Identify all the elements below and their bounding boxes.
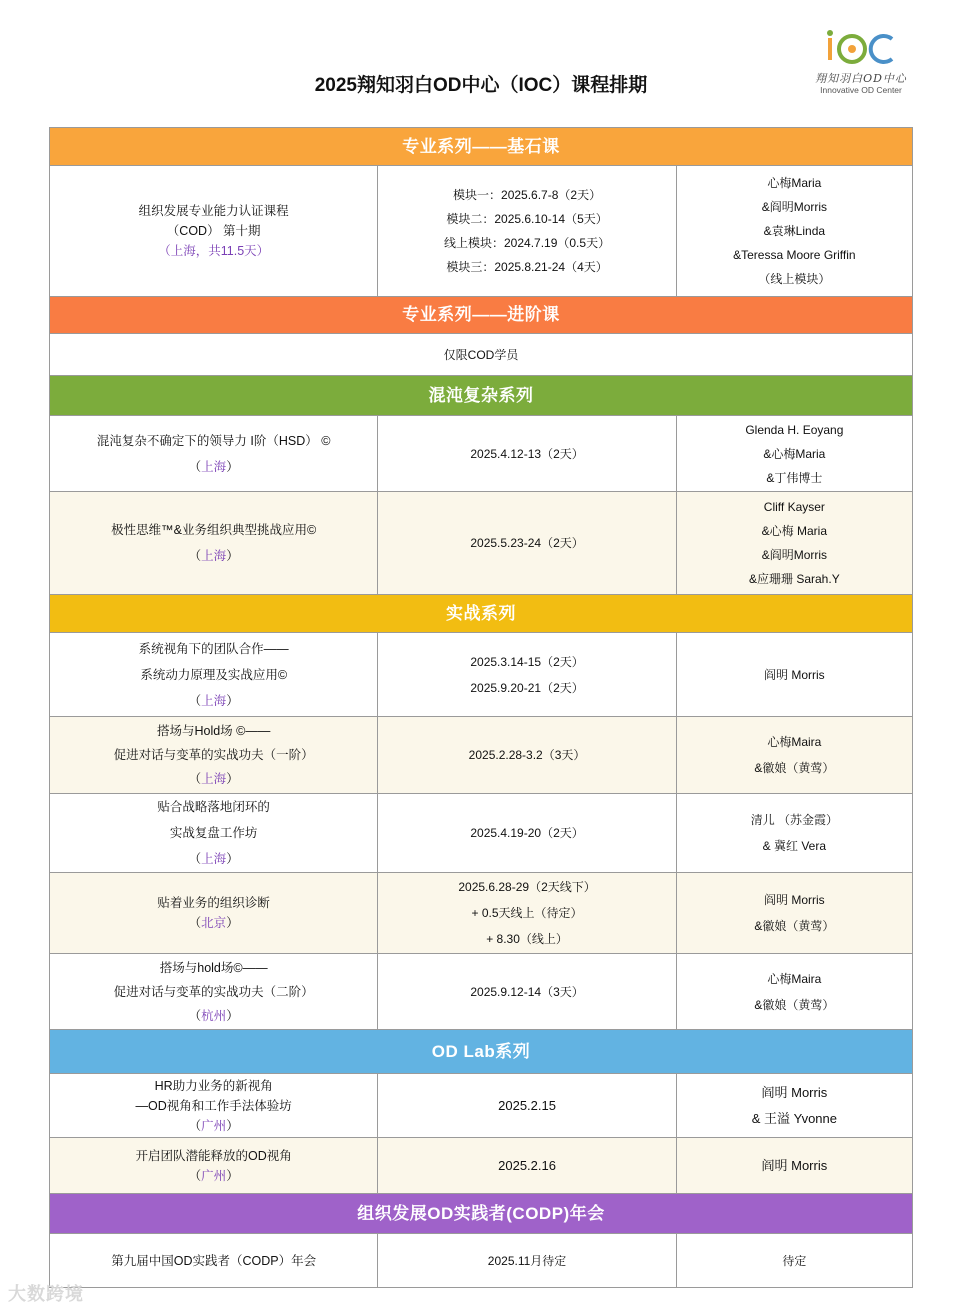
course-teacher-cell [676, 1074, 912, 1138]
course-date-cell [378, 633, 676, 717]
course-name: 极性思维™&业务组织典型挑战应用 [111, 523, 307, 537]
section-header-od-lab: OD Lab系列 [50, 1030, 913, 1074]
course-name: 系统视角下的团队合作—— [138, 641, 289, 656]
course-date: 2025.9.20-21（2天） [470, 680, 584, 695]
course-date: 2025.4.12-13（2天） [378, 416, 676, 492]
course-name: 搭场与Hold场 [156, 724, 233, 738]
table-row [50, 416, 913, 492]
section-header-codp: 组织发展OD实践者(CODP)年会 [50, 1194, 913, 1234]
watermark: 大数跨境 [8, 1284, 84, 1304]
course-location-line: （杭州） [188, 1008, 239, 1023]
table-row [50, 492, 913, 595]
table-row [50, 166, 913, 297]
course-teacher: 清儿 （苏金霞） [750, 813, 839, 827]
course-location-line: （上海） [188, 693, 239, 708]
course-name-cell [50, 166, 378, 297]
course-location-line: （上海） [188, 772, 239, 786]
course-date: 2025.2.15 [378, 1074, 676, 1138]
course-name-line [54, 428, 373, 454]
course-date: 2025.5.23-24（2天） [378, 492, 676, 595]
course-date: + 0.5天线上（待定） [471, 906, 583, 920]
course-name-line2: —OD视角和工作手法体验坊 [135, 1098, 292, 1113]
course-date: + 8.30（线上） [486, 932, 568, 946]
table-row [50, 1138, 913, 1194]
page-title: 2025翔知羽白OD中心（IOC）课程排期 [314, 75, 648, 96]
ioc-logo [806, 28, 916, 100]
course-name-cell [50, 954, 378, 1030]
course-location: 杭州 [201, 1008, 227, 1023]
table-row [50, 873, 913, 954]
course-teacher: 阎明 Morris [764, 893, 825, 907]
course-location: 广州 [201, 1118, 227, 1133]
course-location-line: （广州） [188, 1118, 239, 1133]
course-schedule-table [49, 127, 913, 1288]
course-location: 上海 [201, 459, 227, 474]
table-row [50, 954, 913, 1030]
course-date: 模块三：2025.8.21-24（4天） [446, 260, 608, 274]
course-name-cell [50, 1138, 378, 1194]
course-location-line: （上海） [188, 549, 239, 563]
course-name-line2: 实战复盘工作坊 [169, 826, 258, 840]
course-teacher: & 冀红 Vera [762, 839, 827, 853]
table-row [50, 1074, 913, 1138]
course-name: HR助力业务的新视角 [154, 1078, 273, 1093]
course-name-line [54, 517, 373, 543]
course-teacher: & 王溢 Yvonne [751, 1110, 837, 1126]
course-name: 组织发展专业能力认证课程 [138, 204, 289, 218]
course-name-cell [50, 492, 378, 595]
course-teacher: &徽娘（黄莺） [754, 919, 835, 933]
course-teacher-cell [676, 794, 912, 873]
copyright-icon: © [233, 960, 243, 975]
course-date: 2025.6.28-29（2天线下） [458, 880, 596, 894]
course-name: 第九届中国OD实践者（CODP）年会 [50, 1234, 378, 1288]
course-date: 2025.2.28-3.2（3天） [378, 717, 676, 794]
course-name-cell [50, 416, 378, 492]
course-name-line: 搭场与hold场©—— [159, 960, 268, 975]
section-header-advanced: 专业系列——进阶课 [50, 297, 913, 334]
course-name-cell [50, 717, 378, 794]
copyright-icon: © [277, 667, 288, 682]
course-location-line: （北京） [188, 916, 239, 930]
copyright-icon: © [321, 433, 331, 448]
course-teacher-cell [676, 954, 912, 1030]
course-teacher: &心梅Maria [763, 446, 826, 461]
section-header-foundation: 专业系列——基石课 [50, 128, 913, 166]
course-location: 上海 [201, 852, 227, 866]
course-teacher: &应珊珊 Sarah.Y [749, 572, 840, 586]
section-header-complexity: 混沌复杂系列 [50, 376, 913, 416]
course-teacher-cell [676, 492, 912, 595]
course-teacher-note: （线上模块） [758, 272, 831, 286]
course-teacher: 心梅Maria [767, 176, 822, 190]
course-name-line: 搭场与Hold场 ©—— [156, 724, 271, 738]
course-teacher: &丁伟博士 [766, 470, 823, 485]
course-name-cell [50, 1074, 378, 1138]
course-teacher: &心梅 Maria [761, 524, 828, 538]
course-teacher: &阎明Morris [761, 548, 828, 562]
table-row [50, 633, 913, 717]
logo-name-en: Innovative OD Center [820, 85, 902, 95]
course-teacher: &Teressa Moore Griffin [733, 248, 856, 262]
course-date: 模块二：2025.6.10-14（5天） [446, 212, 608, 226]
course-date-cell [378, 873, 676, 954]
course-location: 上海 [201, 772, 227, 786]
course-teacher: 心梅Maira [767, 971, 822, 986]
course-location-line: （上海） [188, 459, 239, 474]
course-teacher-cell [676, 717, 912, 794]
course-date: 2025.9.12-14（3天） [378, 954, 676, 1030]
course-date: 2025.11月待定 [378, 1234, 676, 1288]
course-name: 搭场与hold场 [159, 960, 234, 975]
course-location: 上海 [170, 244, 196, 258]
course-teacher-cell [676, 416, 912, 492]
course-name-line2: 促进对话与变革的实战功夫（一阶） [113, 748, 314, 762]
course-teacher: Glenda H. Eoyang [745, 422, 844, 437]
course-teacher: 阎明 Morris [761, 1084, 828, 1100]
course-teacher: Cliff Kayser [763, 500, 825, 514]
course-date: 模块一：2025.6.7-8（2天） [453, 188, 602, 202]
course-teacher: 阎明 Morris [676, 633, 912, 717]
ioc-logo-icon [806, 28, 916, 72]
course-date-cell [378, 166, 676, 297]
course-date: 2025.4.19-20（2天） [378, 794, 676, 873]
course-date: 2025.3.14-15（2天） [470, 654, 584, 669]
course-name-line2: 系统动力原理及实战应用 [140, 667, 278, 682]
logo-name-cn: 翔知羽白OD中心 [815, 72, 907, 85]
course-date: 线上模块：2024.7.19（0.5天） [444, 236, 611, 250]
copyright-icon: © [236, 724, 246, 738]
course-name-line [54, 662, 373, 688]
course-teacher-cell [676, 166, 912, 297]
advanced-note: 仅限COD学员 [50, 334, 913, 376]
course-name-cell [50, 794, 378, 873]
course-name-line2: （COD） 第十期 [166, 224, 261, 238]
course-teacher: 阎明 Morris [676, 1138, 912, 1194]
course-location: 上海 [201, 693, 227, 708]
course-name-line2: 促进对话与变革的实战功夫（二阶） [113, 984, 314, 999]
course-teacher: &阎明Morris [761, 200, 828, 214]
course-location-line: （上海，共11.5天） [158, 244, 270, 258]
course-teacher-cell [676, 873, 912, 954]
table-row [50, 794, 913, 873]
course-location-line: （上海） [188, 852, 239, 866]
table-row [50, 334, 913, 376]
course-location: 上海 [201, 549, 227, 563]
copyright-icon: © [307, 523, 317, 537]
course-teacher: &徽娘（黄莺） [754, 761, 835, 775]
course-location-line: （广州） [188, 1168, 239, 1183]
table-row [50, 1234, 913, 1288]
course-teacher: &徽娘（黄莺） [754, 997, 835, 1012]
course-name: 贴合战略落地闭环的 [157, 800, 270, 814]
course-teacher: &袁琳Linda [763, 224, 826, 238]
course-location: 北京 [201, 916, 227, 930]
course-name-cell [50, 633, 378, 717]
course-name-cell [50, 873, 378, 954]
course-name: 开启团队潜能释放的OD视角 [135, 1148, 292, 1163]
course-teacher: 待定 [676, 1234, 912, 1288]
course-location: 广州 [201, 1168, 227, 1183]
course-date: 2025.2.16 [378, 1138, 676, 1194]
table-row [50, 717, 913, 794]
section-header-practice: 实战系列 [50, 595, 913, 633]
course-teacher: 心梅Maira [767, 735, 822, 749]
course-name: 贴着业务的组织诊断 [157, 896, 270, 910]
course-name: 混沌复杂不确定下的领导力 I阶（HSD） [96, 433, 318, 448]
